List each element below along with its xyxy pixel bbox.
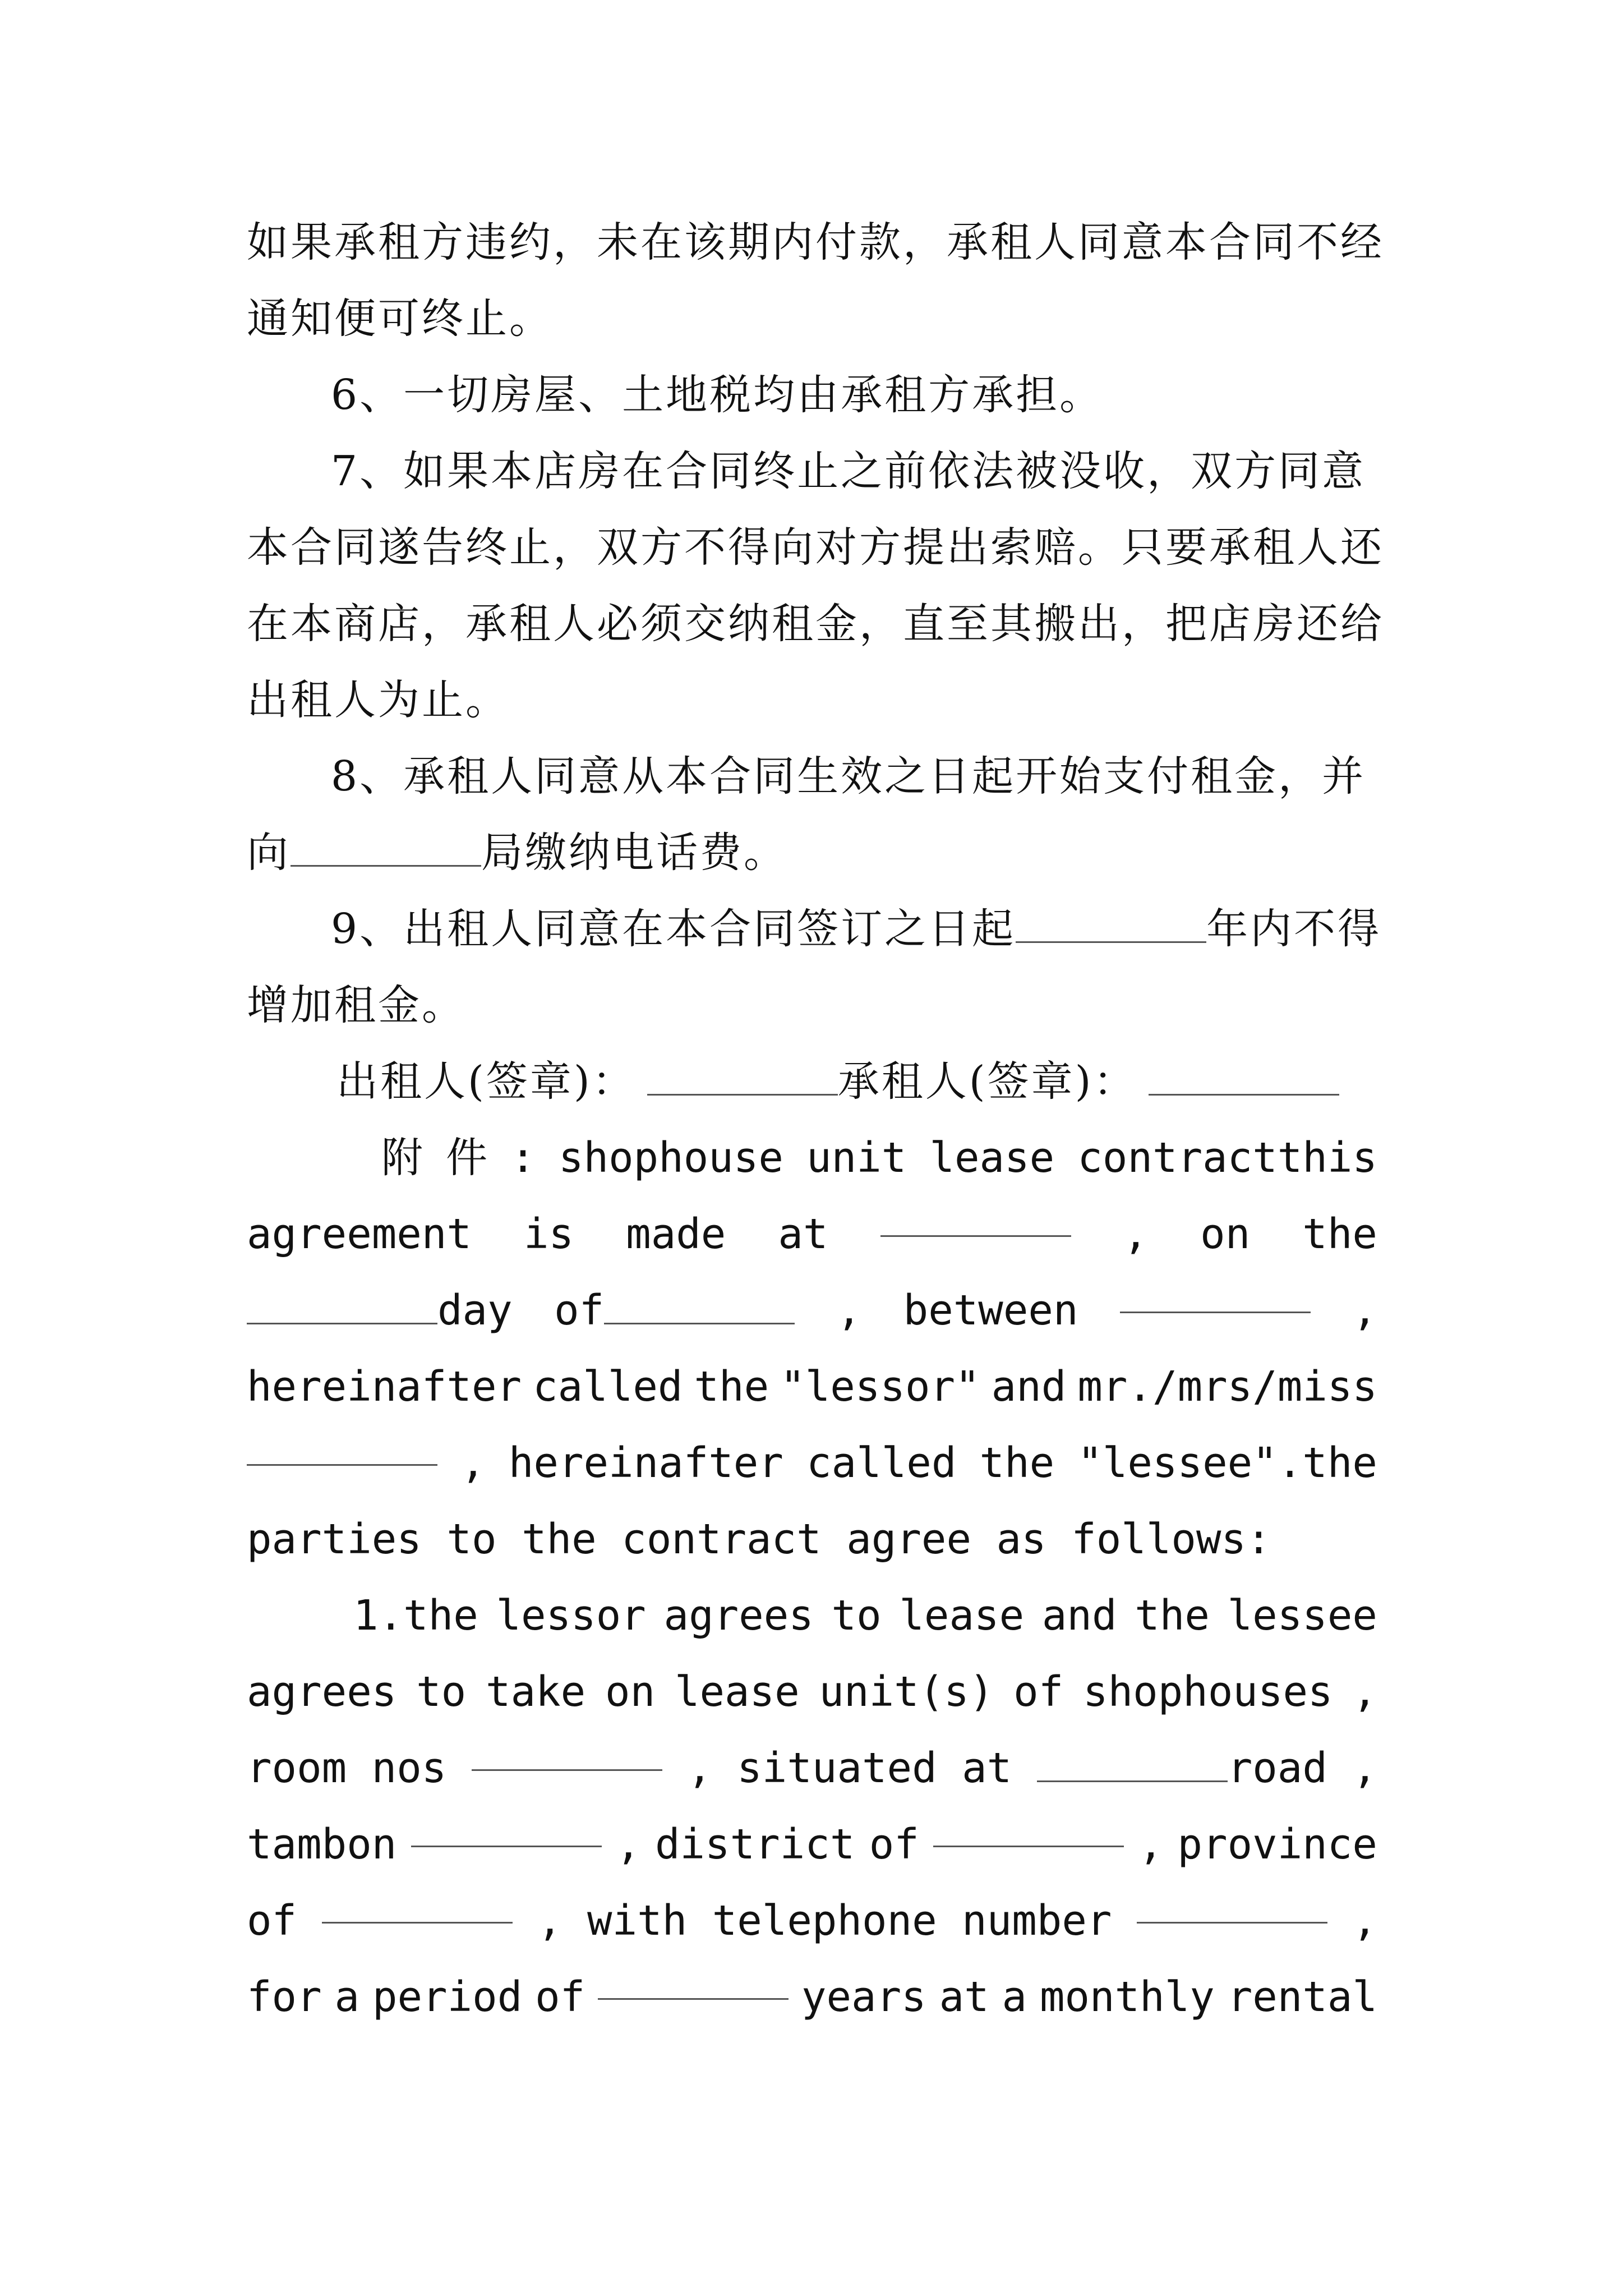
period-blank[interactable] (598, 1959, 789, 2000)
paragraph-line: day of , between , (247, 1272, 1377, 1349)
month-blank[interactable] (604, 1283, 795, 1324)
paragraph-line: agrees to take on lease unit(s) of shophouses , (247, 1668, 1377, 1716)
paragraph-line: , hereinafter called the "lessee".the (247, 1425, 1377, 1501)
paragraph-line: 向 局缴纳电话费。 (247, 815, 1377, 891)
clause-7: 7、如果本店房在合同终止之前依法被没收，双方同意 (331, 447, 1366, 495)
lessor-signature-blank[interactable] (647, 1055, 838, 1096)
paragraph-line: agreement is made at , on the (247, 1196, 1377, 1272)
province-blank[interactable] (322, 1883, 513, 1924)
clause-9: 9、出租人同意在本合同签订之日起 年内不得 (331, 891, 1377, 967)
paragraph-line: 在本商店，承租人必须交纳租金，直至其搬出，把店房还给 (247, 600, 1384, 648)
day-blank[interactable] (247, 1283, 437, 1324)
clause-8: 8、承租人同意从本合同生效之日起开始支付租金，并 (331, 752, 1366, 800)
lessor-name-blank[interactable] (1120, 1272, 1311, 1313)
lessee-name-blank[interactable] (247, 1425, 437, 1466)
clause-1: 1.the lessor agrees to lease and the lessee (353, 1591, 1377, 1640)
tambon-blank[interactable] (411, 1806, 602, 1847)
room-nos-blank[interactable] (472, 1730, 662, 1771)
fill-blank[interactable] (291, 826, 481, 867)
paragraph-line: 通知便可终止。 (247, 295, 553, 343)
paragraph-line: for a period of years at a monthly rental (247, 1959, 1377, 2035)
paragraph-line: 如果承租方违约，未在该期内付款，承租人同意本合同不经 (247, 218, 1384, 266)
fill-blank[interactable] (1016, 902, 1206, 943)
paragraph-line: 出租人为止。 (247, 676, 509, 724)
paragraph-line: tambon , district of , province (247, 1806, 1377, 1883)
clause-6: 6、一切房屋、土地税均由承租方承担。 (331, 371, 1104, 419)
paragraph-line: of , with telephone number , (247, 1883, 1377, 1959)
signature-line: 出租人(签章)： 承租人(签章)： (336, 1043, 1377, 1120)
district-blank[interactable] (933, 1806, 1124, 1847)
telephone-blank[interactable] (1137, 1883, 1327, 1924)
road-blank[interactable] (1037, 1741, 1228, 1782)
paragraph-line: 增加租金。 (247, 981, 465, 1029)
place-blank[interactable] (880, 1196, 1071, 1237)
paragraph-line: hereinafter called the "lessor" and mr./mrs/miss (247, 1363, 1377, 1411)
paragraph-line: 本合同遂告终止，双方不得向对方提出索赔。只要承租人还 (247, 523, 1384, 572)
paragraph-line: room nos , situated at road , (247, 1730, 1377, 1806)
lessee-signature-blank[interactable] (1149, 1055, 1339, 1096)
paragraph-line: parties to the contract agree as follows: (247, 1515, 1271, 1563)
attachment-heading: 附 件 : shophouse unit lease contractthis (381, 1134, 1377, 1182)
